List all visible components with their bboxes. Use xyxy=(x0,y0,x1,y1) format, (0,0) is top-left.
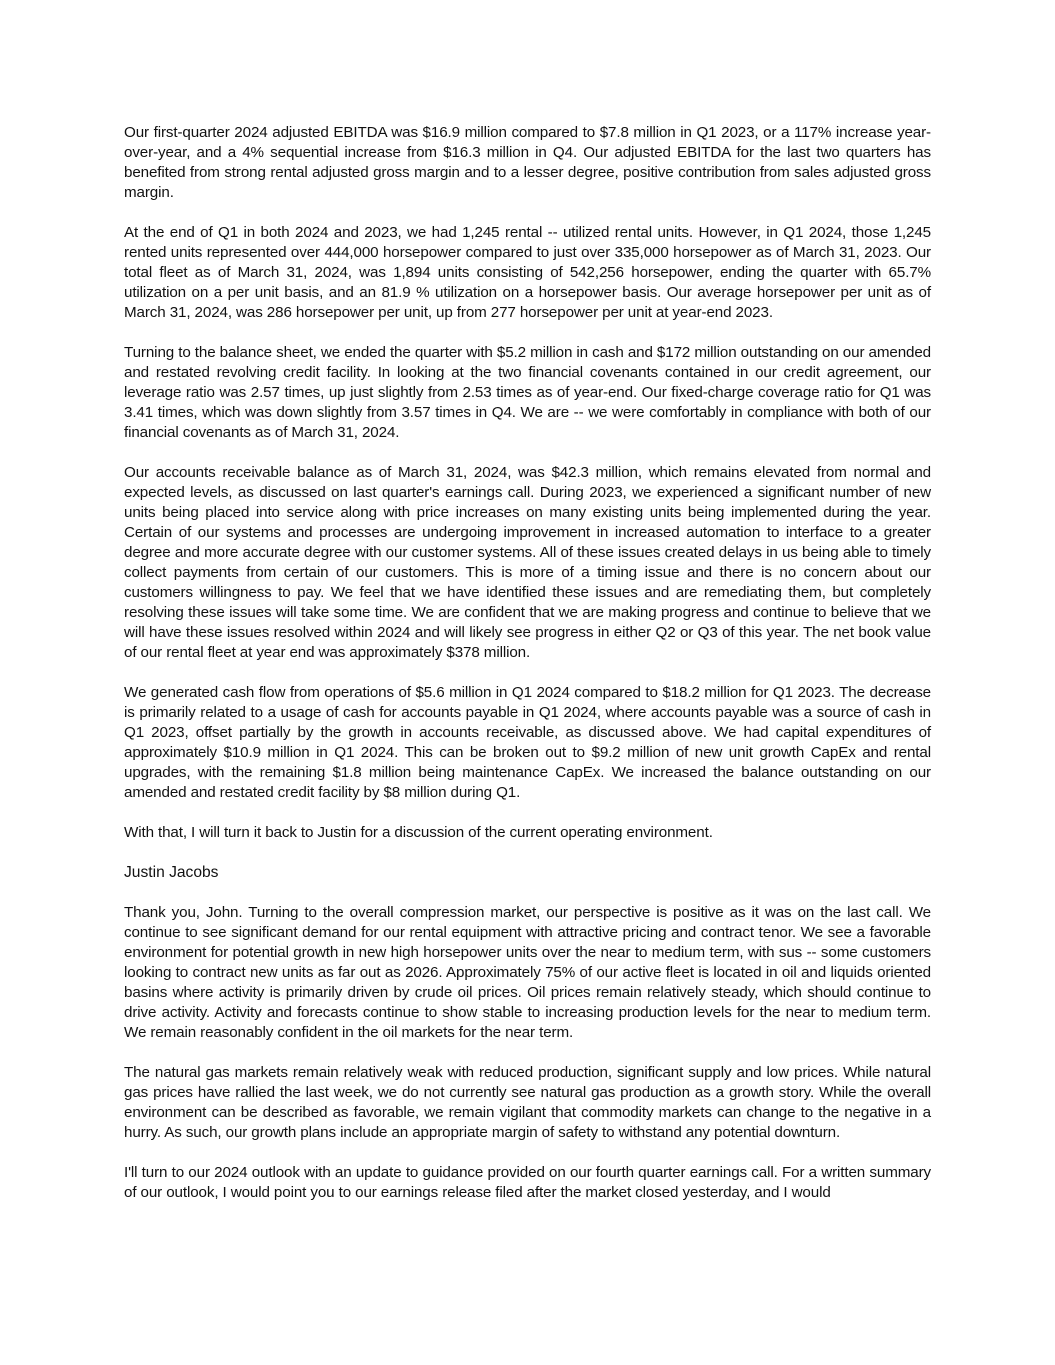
paragraph-compression-market: Thank you, John. Turning to the overall compression market, our perspective is positive as it was on the last call. We continue to see significant demand for our rental equipment with attractive pricing and contract tenor. We see a favorable environment for potential growth in new high horsepower units over the near to medium term, with sus -- some customers looking to contract new units as far out as 2026. Approximately 75% of our active fleet is located in oil and liquids oriented basins where activity is primarily driven by crude oil prices. Oil prices remain relatively steady, which should continue to drive activity. Activity and forecasts continue to show stable to increasing production levels for the near to medium term. We remain reasonably confident in the oil markets for the near term. xyxy=(124,904,931,1041)
paragraph-natural-gas-markets: The natural gas markets remain relatively weak with reduced production, significant supply and low prices. While natural gas prices have rallied the last week, we do not currently see natural gas production as a growth story. While the overall environment can be described as favorable, we remain vigilant that commodity markets can change to the negative in a hurry. As such, our growth plans include an appropriate margin of safety to withstand any potential downturn. xyxy=(124,1064,931,1141)
paragraph-2024-outlook: I'll turn to our 2024 outlook with an update to guidance provided on our fourth quarter earnings call. For a written summary of our outlook, I would point you to our earnings release filed after the market closed yesterday, and I would xyxy=(124,1164,931,1201)
paragraph-balance-sheet: Turning to the balance sheet, we ended the quarter with $5.2 million in cash and $172 million outstanding on our amended and restated revolving credit facility. In looking at the two financial covenants contained in our credit agreement, our leverage ratio was 2.57 times, up just slightly from 2.53 times as of year-end. Our fixed-charge coverage ratio for Q1 was 3.41 times, which was down slightly from 3.57 times in Q4. We are -- we were comfortably in compliance with both of our financial covenants as of March 31, 2024. xyxy=(124,344,931,441)
paragraph-accounts-receivable: Our accounts receivable balance as of March 31, 2024, was $42.3 million, which remains elevated from normal and expected levels, as discussed on last quarter's earnings call. During 2023, we experienced a significant number of new units being placed into service along with price increases on many existing units being implemented during the year. Certain of our systems and processes are undergoing improvement in increased automation to interface to a greater degree and more accurate degree with our customer systems. All of these issues created delays in us being able to timely collect payments from certain of our customers. This is more of a timing issue and there is no concern about our customers willingness to pay. We feel that we have identified these issues and are remediating them, but completely resolving these issues will take some time. We are confident that we are making progress and continue to believe that we will have these issues resolved within 2024 and will likely see progress in either Q2 or Q3 of this year. The net book value of our rental fleet at year end was approximately $378 million. xyxy=(124,464,931,661)
paragraph-q1-adjusted-ebitda: Our first-quarter 2024 adjusted EBITDA was $16.9 million compared to $7.8 million in Q1 2023, or a 117% increase year-over-year, and a 4% sequential increase from $16.3 million in Q4. Our adjusted EBITDA for the last two quarters has benefited from strong rental adjusted gross margin and to a lesser degree, positive contribution from sales adjusted gross margin. xyxy=(124,124,931,201)
paragraph-rental-fleet-utilization: At the end of Q1 in both 2024 and 2023, we had 1,245 rental -- utilized rental units. However, in Q1 2024, those 1,245 rented units represented over 444,000 horsepower compared to just over 335,000 horsepower as of March 31, 2023. Our total fleet as of March 31, 2024, was 1,894 units consisting of 542,256 horsepower, ending the quarter with 65.7% utilization on a per unit basis, and an 81.9 % utilization on a horsepower basis. Our average horsepower per unit as of March 31, 2024, was 286 horsepower per unit, up from 277 horsepower per unit at year-end 2023. xyxy=(124,224,931,321)
transcript-page xyxy=(124,123,931,1223)
speaker-name: Justin Jacobs xyxy=(124,864,219,881)
paragraph-cash-flow: We generated cash flow from operations of $5.6 million in Q1 2024 compared to $18.2 million for Q1 2023. The decrease is primarily related to a usage of cash for accounts payable in Q1 2024, where accounts payable was a source of cash in Q1 2023, offset partially by the growth in accounts receivable, as discussed above. We had capital expenditures of approximately $10.9 million in Q1 2024. This can be broken out to $9.2 million of new unit growth CapEx and rental upgrades, with the remaining $1.8 million being maintenance CapEx. We increased the balance outstanding on our amended and restated credit facility by $8 million during Q1. xyxy=(124,684,931,801)
paragraph-handoff: With that, I will turn it back to Justin for a discussion of the current operating environment. xyxy=(124,824,713,841)
